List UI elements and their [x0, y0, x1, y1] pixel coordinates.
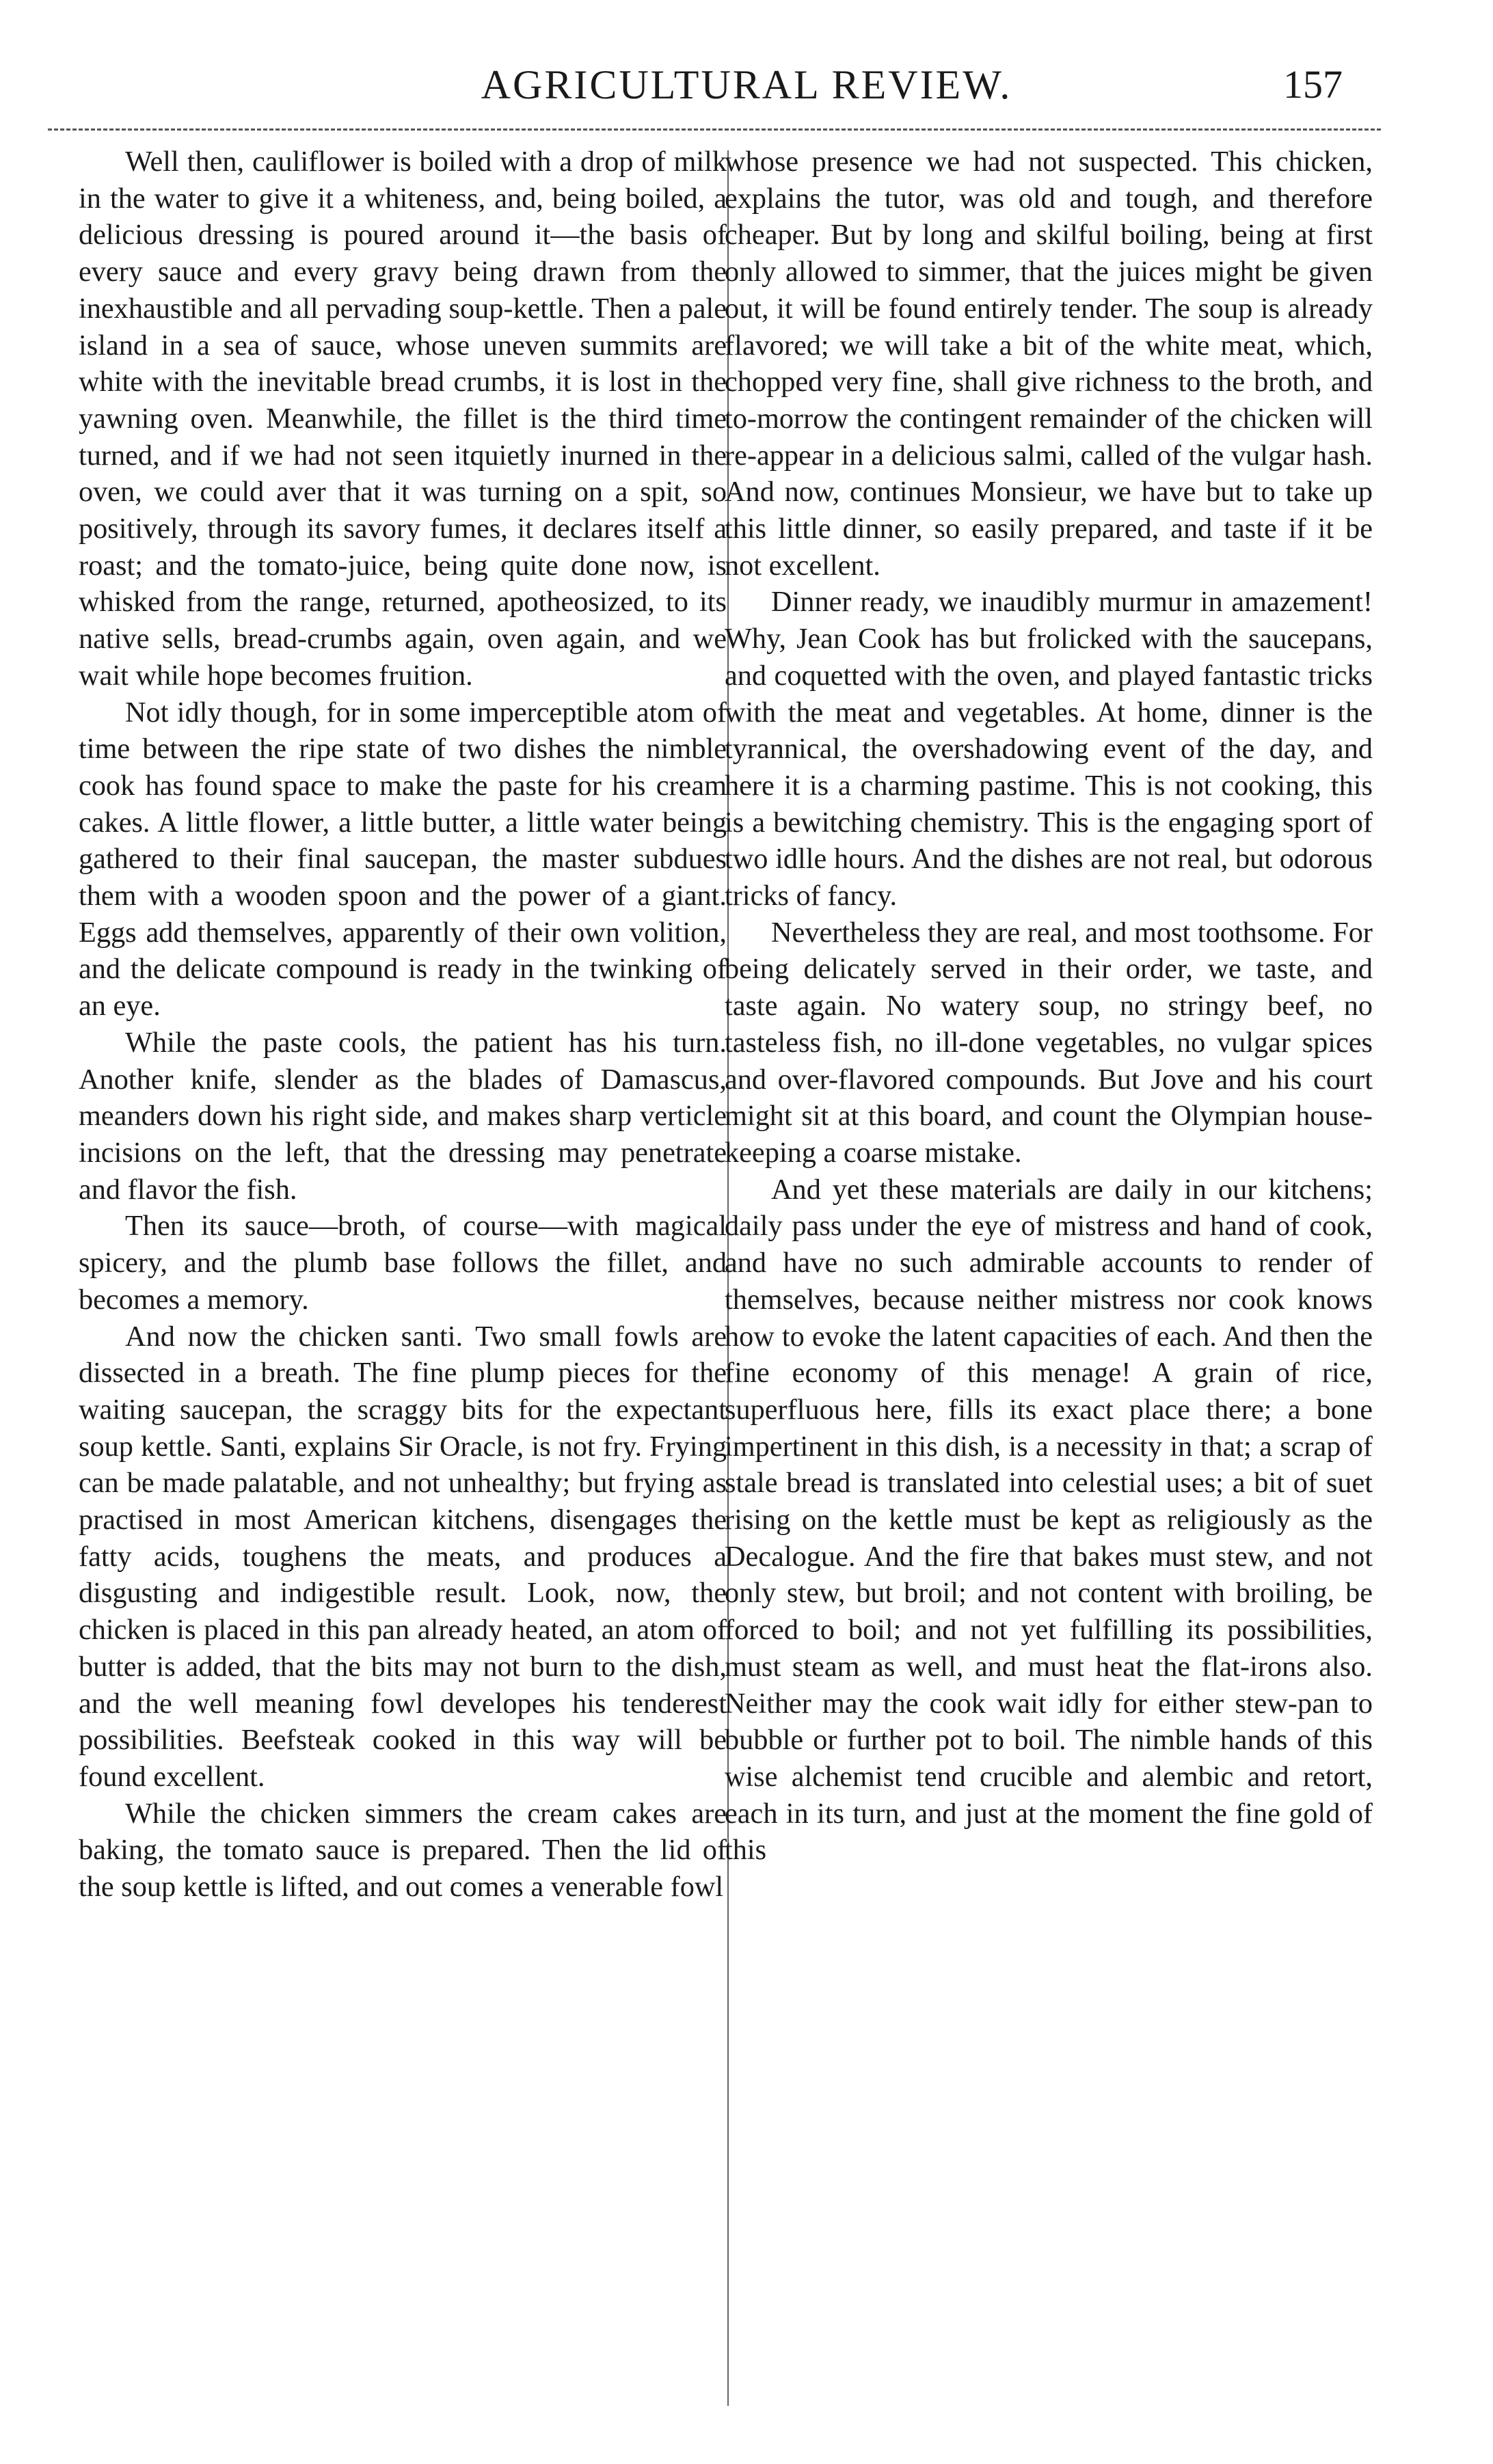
running-title: AGRICULTURAL REVIEW.: [481, 62, 1012, 107]
right-column: [725, 144, 1373, 2413]
page-header: [0, 48, 1493, 130]
text-columns: [0, 144, 1493, 2413]
page-number: 157: [1283, 62, 1343, 107]
paragraph: Well then, cauliflower is boiled with a drop of milk in the water to give it a whiteness, and, being boiled, a delicious dressing is poured around it—the basis of every sauce and every gravy being drawn from the inexhaustible and all pervading soup-kettle. Then a pale island in a sea of sauce, whose uneven summits are white with the inevitable bread crumbs, it is lost in the yawning oven. Meanwhile, the fillet is the third time turned, and if we had not seen itquietly inurned in the oven, we could aver that it was turning on a spit, so positively, through its savory fumes, it declares itself a roast; and the tomato-juice, being quite done now, is whisked from the range, returned, apotheosized, to its native sells, bread-crumbs again, oven again, and we wait while hope becomes fruition.: [79, 146, 727, 692]
header-rule: [48, 128, 1381, 131]
paragraph: Dinner ready, we inaudibly murmur in amazement! Why, Jean Cook has but frolicked with the saucepans, and coquetted with the oven, and played fantastic tricks with the meat and vegetables. At home, dinner is the tyrannical, the overshadowing event of the day, and here it is a charming pastime. This is not cooking, this is a bewitching chemistry. This is the engaging sport of two idlle hours. And the dishes are not real, but odorous tricks of fancy.: [725, 586, 1373, 912]
paragraph: And now the chicken santi. Two small fowls are dissected in a breath. The fine plump pieces for the waiting saucepan, the scraggy bits for the expectant soup kettle. Santi, explains Sir Oracle, is not fry. Frying can be made palatable, and not unhealthy; but frying as practised in most American kitchens, disengages the fatty acids, toughens the meats, and produces a disgusting and indigestible result. Look, now, the chicken is placed in this pan already heated, an atom of butter is added, that the bits may not burn to the dish, and the well meaning fowl developes his tenderest possibilities. Beefsteak cooked in this way will be found excellent.: [79, 1320, 727, 1793]
paragraph: While the paste cools, the patient has his turn. Another knife, slender as the blades of Damascus, meanders down his right side, and makes sharp verticle incisions on the left, that the dressing may penetrate and flavor the fish.: [79, 1026, 727, 1206]
paragraph: Not idly though, for in some imperceptible atom of time between the ripe state of two dishes the nimble cook has found space to make the paste for his cream cakes. A little flower, a little butter, a little water being gathered to their final saucepan, the master subdues them with a wooden spoon and the power of a giant. Eggs add themselves, apparently of their own volition, and the delicate compound is ready in the twinking of an eye.: [79, 696, 727, 1023]
paragraph: While the chicken simmers the cream cakes are baking, the tomato sauce is prepared. Then the lid of the soup kettle is lifted, and out comes a venerable fowl: [79, 1797, 727, 1904]
paragraph: And yet these materials are daily in our kitchens; daily pass under the eye of mistress and hand of cook, and have no such admirable accounts to render of themselves, because neither mistress nor cook knows how to evoke the latent capacities of each. And then the fine economy of this menage! A grain of rice, superfluous here, fills its exact place there; a bone impertinent in this dish, is a necessity in that; a scrap of stale bread is translated into celestial uses; a bit of suet rising on the kettle must be kept as religiously as the Decalogue. And the fire that bakes must stew, and not only stew, but broil; and not content with broiling, be forced to boil; and not yet fulfilling its possibilities, must steam as well, and must heat the flat-irons also. Neither may the cook wait idly for either stew-pan to bubble or further pot to boil. The nimble hands of this wise alchemist tend crucible and alembic and retort, each in its turn, and just at the moment the fine gold of this: [725, 1173, 1373, 1867]
paragraph: Then its sauce—broth, of course—with magical spicery, and the plumb base follows the fillet, and becomes a memory.: [79, 1210, 727, 1316]
paragraph: whose presence we had not suspected. This chicken, explains the tutor, was old and tough, and therefore cheaper. But by long and skilful boiling, being at first only allowed to simmer, that the juices might be given out, it will be found entirely tender. The soup is already flavored; we will take a bit of the white meat, which, chopped very fine, shall give richness to the broth, and to-morrow the contingent remainder of the chicken will re-appear in a delicious salmi, called of the vulgar hash. And now, continues Monsieur, we have but to take up this little dinner, so easily prepared, and taste if it be not excellent.: [725, 146, 1373, 582]
paragraph: Nevertheless they are real, and most toothsome. For being delicately served in their order, we taste, and taste again. No watery soup, no stringy beef, no tasteless fish, no ill-done vegetables, no vulgar spices and over-flavored compounds. But Jove and his court might sit at this board, and count the Olympian house-keeping a coarse mistake.: [725, 916, 1373, 1169]
left-column: [79, 144, 727, 2413]
